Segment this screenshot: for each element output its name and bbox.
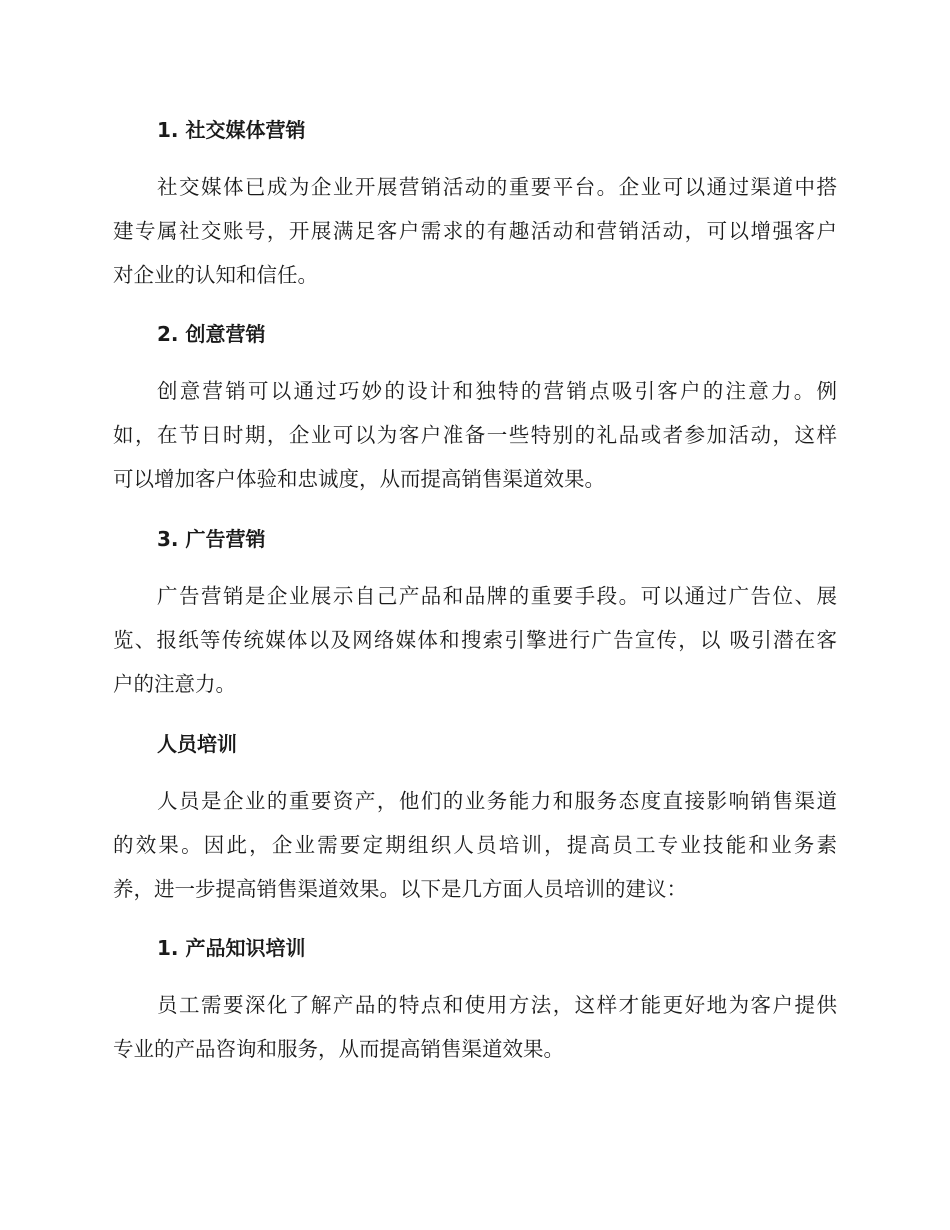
paragraph-line: 员工需要深化了解产品的特点和使用方法，这样才能更好地为客户提供	[157, 993, 837, 1017]
paragraph-line: 如，在节日时期，企业可以为客户准备一些特别的礼品或者参加活动，这样	[113, 423, 837, 447]
paragraph-line: 户的注意力。	[113, 672, 236, 696]
section-heading-advertising: 3. 广告营销	[157, 527, 266, 551]
section-heading-product-knowledge: 1. 产品知识培训	[157, 936, 306, 960]
paragraph-line: 览、报纸等传统媒体以及网络媒体和搜索引擎进行广告宣传，以 吸引潜在客	[113, 628, 837, 652]
paragraph-line: 的效果。因此，企业需要定期组织人员培训，提高员工专业技能和业务素	[113, 833, 837, 857]
paragraph-product-knowledge	[113, 983, 837, 1071]
paragraph-line: 专业的产品咨询和服务，从而提高销售渠道效果。	[113, 1037, 564, 1061]
paragraph-line: 可以增加客户体验和忠诚度，从而提高销售渠道效果。	[113, 467, 605, 491]
section-heading-training: 人员培训	[157, 732, 237, 756]
paragraph-line: 对企业的认知和信任。	[113, 263, 318, 287]
paragraph-line: 广告营销是企业展示自己产品和品牌的重要手段。可以通过广告位、展	[157, 584, 837, 608]
paragraph-advertising	[113, 574, 837, 706]
paragraph-line: 养，进一步提高销售渠道效果。以下是几方面人员培训的建议：	[113, 877, 687, 901]
paragraph-line: 创意营销可以通过巧妙的设计和独特的营销点吸引客户的注意力。例	[157, 379, 837, 403]
paragraph-creative	[113, 369, 837, 501]
paragraph-line: 社交媒体已成为企业开展营销活动的重要平台。企业可以通过渠道中搭	[157, 175, 837, 199]
paragraph-line: 人员是企业的重要资产，他们的业务能力和服务态度直接影响销售渠道	[157, 789, 837, 813]
paragraph-social-media	[113, 165, 837, 297]
section-heading-social-media: 1. 社交媒体营销	[157, 118, 306, 142]
section-heading-creative: 2. 创意营销	[157, 322, 266, 346]
paragraph-line: 建专属社交账号，开展满足客户需求的有趣活动和营销活动，可以增强客户	[113, 219, 837, 243]
paragraph-training	[113, 779, 837, 911]
